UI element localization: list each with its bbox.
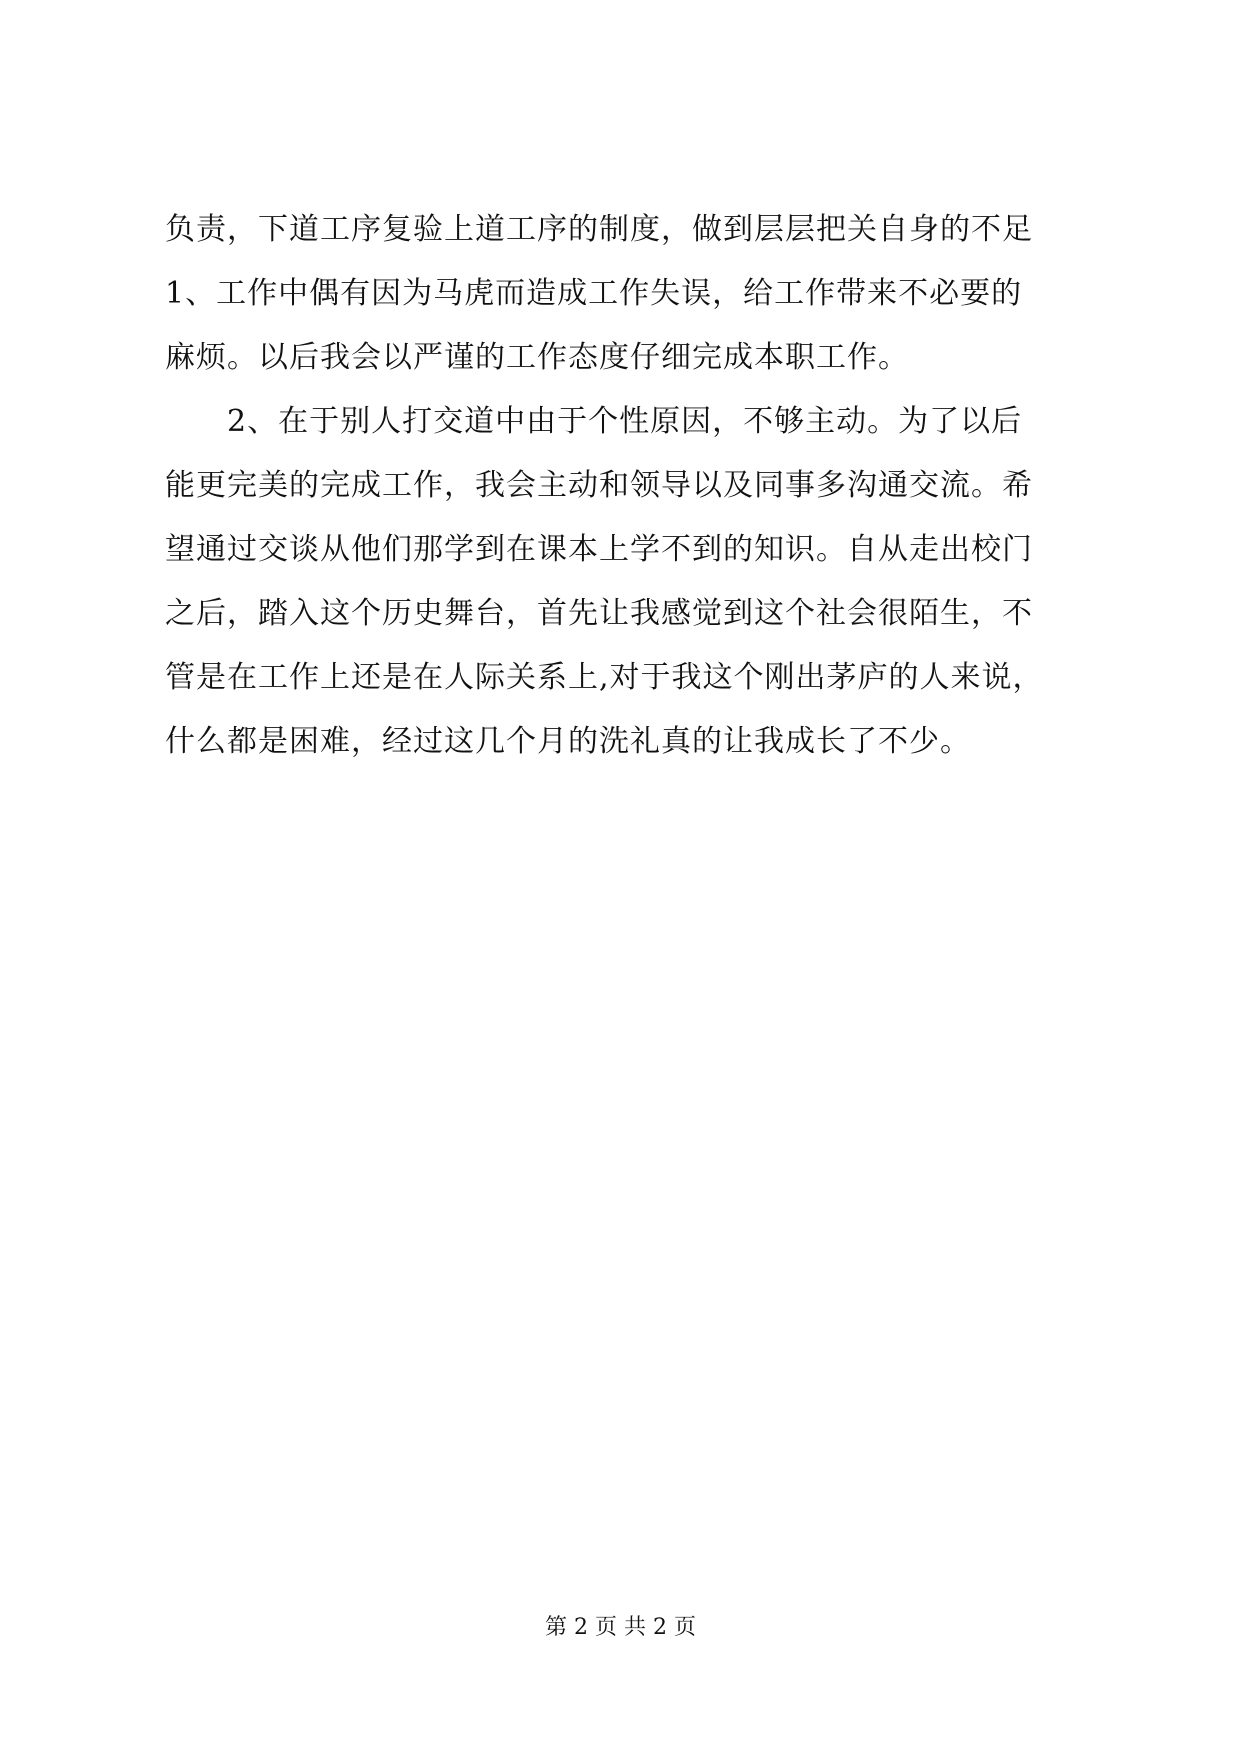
text-line: 麻烦。以后我会以严谨的工作态度仔细完成本职工作。 (165, 340, 909, 375)
text-line: 管是在工作上还是在人际关系上,对于我这个刚出茅庐的人来说， (165, 660, 1044, 695)
text-line: 能更完美的完成工作，我会主动和领导以及同事多沟通交流。希 (165, 468, 1033, 503)
text-line: 负责，下道工序复验上道工序的制度，做到层层把关自身的不足 (165, 212, 1033, 247)
page-number-footer: 第 2 页 共 2 页 (545, 1615, 696, 1640)
text-line: 2、在于别人打交道中由于个性原因，不够主动。为了以后 (227, 404, 1023, 439)
text-line: 望通过交谈从他们那学到在课本上学不到的知识。自从走出校门 (165, 532, 1033, 567)
text-line: 1、工作中偶有因为马虎而造成工作失误，给工作带来不必要的 (165, 276, 1023, 311)
body-text (165, 198, 1085, 774)
text-line: 什么都是困难，经过这几个月的洗礼真的让我成长了不少。 (165, 724, 971, 759)
text-line: 之后，踏入这个历史舞台，首先让我感觉到这个社会很陌生，不 (165, 596, 1033, 631)
